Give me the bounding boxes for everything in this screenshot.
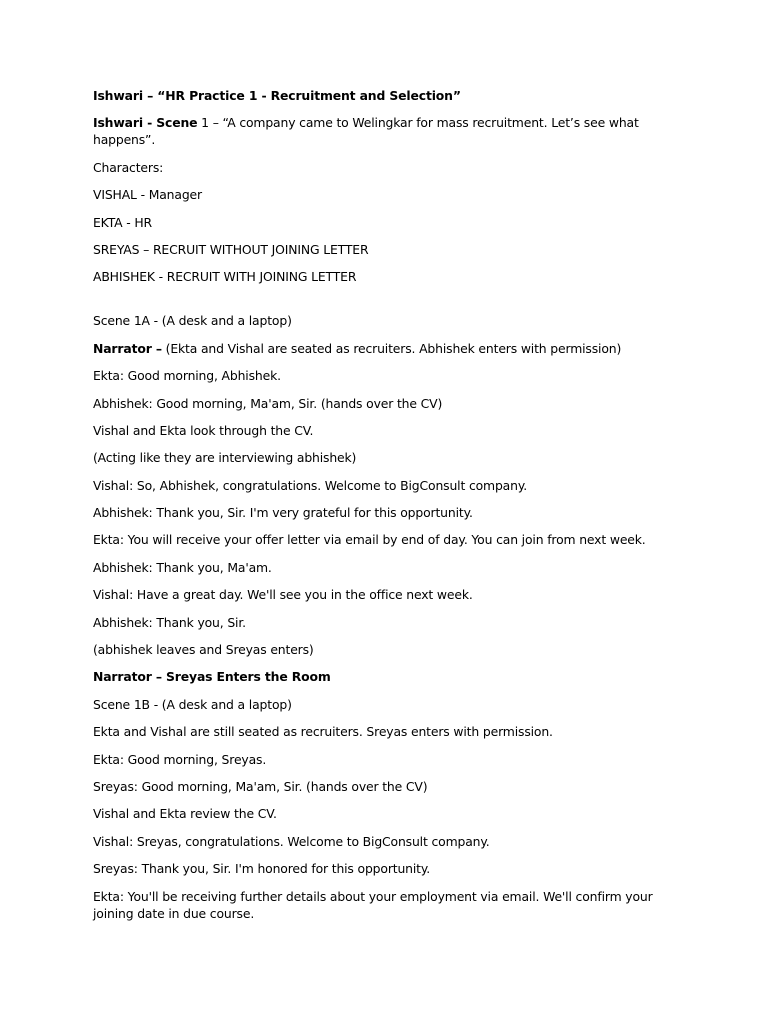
narrator-label: Narrator – <box>93 340 162 356</box>
character-line: EKTA - HR <box>93 214 152 230</box>
scene-intro-label: Ishwari - Scene <box>93 115 198 131</box>
dialogue-line: (Acting like they are interviewing abhishek) <box>93 450 357 466</box>
dialogue-line: Ekta: You'll be receiving further details about your employment via email. We'll confirm your joining date in due course. <box>93 888 653 921</box>
dialogue-line: Vishal and Ekta look through the CV. <box>93 422 314 438</box>
scene-1b-heading: Scene 1B - (A desk and a laptop) <box>93 696 292 712</box>
dialogue-line: Abhishek: Thank you, Sir. I'm very grateful for this opportunity. <box>93 505 473 521</box>
dialogue-line: Ekta: Good morning, Sreyas. <box>93 751 267 767</box>
dialogue-line: Abhishek: Thank you, Sir. <box>93 614 246 630</box>
narrator-heading: Narrator – Sreyas Enters the Room <box>93 669 331 685</box>
document-page <box>93 87 673 932</box>
dialogue-line: Abhishek: Good morning, Ma'am, Sir. (hands over the CV) <box>93 395 443 411</box>
character-line: VISHAL - Manager <box>93 187 202 203</box>
dialogue-line: Vishal and Ekta review the CV. <box>93 806 277 822</box>
dialogue-line: Vishal: Have a great day. We'll see you in the office next week. <box>93 587 473 603</box>
document-title: Ishwari – “HR Practice 1 - Recruitment and Selection” <box>93 88 461 103</box>
dialogue-line: Vishal: Sreyas, congratulations. Welcome to BigConsult company. <box>93 833 490 849</box>
scene-intro-text: 1 – “A company came to Welingkar for mass recruitment. Let’s see what happens”. <box>93 115 639 148</box>
dialogue-line: Abhishek: Thank you, Ma'am. <box>93 559 272 575</box>
dialogue-line: Sreyas: Good morning, Ma'am, Sir. (hands over the CV) <box>93 778 428 794</box>
character-line: ABHISHEK - RECRUIT WITH JOINING LETTER <box>93 269 357 285</box>
dialogue-line: Ekta: You will receive your offer letter via email by end of day. You can join from next week. <box>93 532 646 548</box>
character-line: SREYAS – RECRUIT WITHOUT JOINING LETTER <box>93 241 369 257</box>
dialogue-line: Ekta and Vishal are still seated as recruiters. Sreyas enters with permission. <box>93 724 553 740</box>
narrator-line <box>93 340 673 357</box>
characters-heading: Characters: <box>93 159 164 175</box>
scene-intro <box>93 114 673 148</box>
scene-1a-heading: Scene 1A - (A desk and a laptop) <box>93 313 292 329</box>
dialogue-line: Sreyas: Thank you, Sir. I'm honored for this opportunity. <box>93 861 431 877</box>
narrator-text: (Ekta and Vishal are seated as recruiters. Abhishek enters with permission) <box>161 340 622 356</box>
dialogue-line: Ekta: Good morning, Abhishek. <box>93 368 281 384</box>
dialogue-line: (abhishek leaves and Sreyas enters) <box>93 642 314 658</box>
dialogue-line: Vishal: So, Abhishek, congratulations. Welcome to BigConsult company. <box>93 477 528 493</box>
